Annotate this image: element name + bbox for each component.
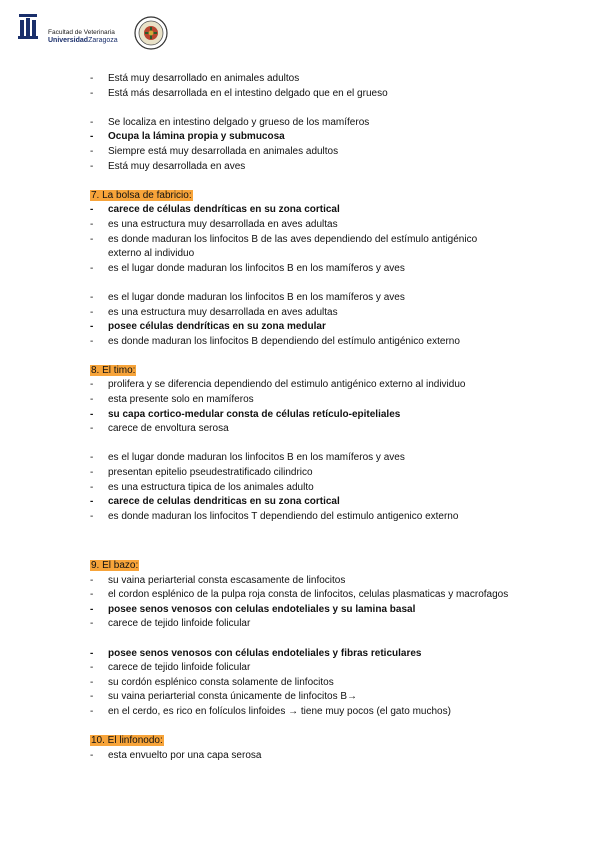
- question-heading-text: 8. El timo:: [91, 364, 136, 376]
- option-item: [90, 574, 510, 589]
- bullet-dash: -: [90, 131, 94, 143]
- option-text: prolifera y se diferencia dependiendo del estimulo antigénico externo al individuo: [108, 379, 466, 391]
- option-item: [90, 676, 510, 691]
- option-item: [90, 393, 510, 408]
- option-text: carece de tejido linfoide folicular: [108, 618, 251, 630]
- bullet-dash: -: [90, 204, 94, 216]
- question-heading-text: 9. El bazo:: [91, 560, 139, 571]
- spacer: [90, 524, 510, 544]
- bullet-dash: -: [90, 233, 94, 245]
- document-body: [90, 72, 510, 763]
- bullet-dash: -: [90, 87, 94, 99]
- option-item: [90, 145, 510, 160]
- question-heading: [90, 734, 510, 749]
- bullet-dash: -: [90, 73, 94, 84]
- bullet-dash: -: [90, 467, 94, 479]
- bullet-dash: -: [90, 749, 94, 761]
- bullet-dash: -: [90, 589, 94, 601]
- option-item: [90, 291, 510, 306]
- spacer: [90, 276, 510, 291]
- option-item: [90, 262, 510, 277]
- option-item: [90, 749, 510, 764]
- document-header: [16, 14, 216, 54]
- bullet-dash: -: [90, 145, 94, 157]
- university-logo-icon: [16, 14, 40, 50]
- bullet-dash: -: [90, 452, 94, 464]
- bullet-dash: -: [90, 691, 94, 703]
- option-text: el cordon esplénico de la pulpa roja consta de linfocitos, celulas plasmaticas y macrofagos: [108, 589, 509, 601]
- option-item: [90, 647, 510, 662]
- option-text: es una estructura muy desarrollada en aves adultas: [108, 218, 338, 230]
- option-item: [90, 233, 510, 262]
- option-item: [90, 320, 510, 335]
- option-text: carece de celulas dendriticas en su zona cortical: [108, 496, 340, 508]
- bullet-dash: -: [90, 510, 94, 522]
- option-text: Está más desarrollada en el intestino delgado que en el grueso: [108, 87, 388, 99]
- option-text: esta envuelto por una capa serosa: [108, 749, 262, 761]
- option-text: es el lugar donde maduran los linfocitos B en los mamíferos y aves: [108, 291, 405, 303]
- option-item: [90, 130, 510, 145]
- option-text: es donde maduran los linfocitos T dependiendo del estimulo antigenico externo: [108, 510, 459, 522]
- option-text: es el lugar donde maduran los linfocitos B en los mamíferos y aves: [108, 452, 405, 464]
- option-text: es donde maduran los linfocitos B dependiendo del estímulo antigénico externo: [108, 335, 460, 347]
- option-item: [90, 661, 510, 676]
- option-text: es donde maduran los linfocitos B de las aves dependiendo del estímulo antigénico externo al individuo: [108, 233, 478, 260]
- option-item: [90, 218, 510, 233]
- option-text: es una estructura muy desarrollada en aves adultas: [108, 306, 338, 318]
- option-text: posee células dendríticas en su zona medular: [108, 321, 326, 333]
- bullet-dash: -: [90, 379, 94, 391]
- option-item: [90, 588, 510, 603]
- option-item: [90, 617, 510, 632]
- option-text: su vaina periarterial consta únicamente de linfocitos B→: [108, 691, 358, 703]
- spacer: [90, 632, 510, 647]
- option-item: [90, 116, 510, 131]
- bullet-dash: -: [90, 218, 94, 230]
- bullet-dash: -: [90, 662, 94, 674]
- bullet-dash: -: [90, 705, 94, 717]
- bullet-dash: -: [90, 394, 94, 406]
- spacer: [90, 544, 510, 559]
- spacer: [90, 437, 510, 452]
- faculty-name: Facultad de Veterinaria UniversidadZaragoza: [48, 29, 118, 44]
- option-item: [90, 160, 510, 175]
- bullet-dash: -: [90, 481, 94, 493]
- bullet-dash: -: [90, 291, 94, 303]
- option-item: [90, 306, 510, 321]
- spacer: [90, 174, 510, 189]
- bullet-dash: -: [90, 160, 94, 172]
- option-text: Siempre está muy desarrollada en animales adultos: [108, 145, 339, 157]
- option-item: [90, 466, 510, 481]
- option-text: carece de envoltura serosa: [108, 423, 229, 435]
- bullet-dash: -: [90, 408, 94, 420]
- bullet-dash: -: [90, 116, 94, 128]
- option-item: [90, 451, 510, 466]
- bullet-dash: -: [90, 262, 94, 274]
- option-item: [90, 72, 510, 87]
- option-item: [90, 408, 510, 423]
- option-item: [90, 603, 510, 618]
- option-text: Está muy desarrollado en animales adultos: [108, 73, 300, 84]
- option-text: Está muy desarrollada en aves: [108, 160, 246, 172]
- question-heading-text: 7. La bolsa de fabricio:: [91, 189, 192, 201]
- option-text: es una estructura tipica de los animales adulto: [108, 481, 314, 493]
- bullet-dash: -: [90, 321, 94, 333]
- option-text: su capa cortico-medular consta de células retículo-epiteliales: [108, 408, 401, 420]
- option-item: [90, 378, 510, 393]
- faculty-seal-icon: [134, 16, 168, 50]
- option-item: [90, 203, 510, 218]
- option-text: esta presente solo en mamíferos: [108, 394, 254, 406]
- option-text: carece de tejido linfoide folicular: [108, 662, 251, 674]
- bullet-dash: -: [90, 423, 94, 435]
- option-item: [90, 705, 510, 720]
- option-item: [90, 510, 510, 525]
- option-item: [90, 690, 510, 705]
- option-text: carece de células dendríticas en su zona cortical: [108, 204, 340, 216]
- question-heading: [90, 364, 510, 379]
- option-text: Ocupa la lámina propia y submucosa: [108, 131, 285, 143]
- spacer: [90, 101, 510, 116]
- spacer: [90, 720, 510, 735]
- bullet-dash: -: [90, 306, 94, 318]
- option-text: posee senos venosos con células endoteliales y fibras reticulares: [108, 647, 422, 659]
- option-item: [90, 422, 510, 437]
- option-text: su vaina periarterial consta escasamente de linfocitos: [108, 574, 346, 586]
- spacer: [90, 349, 510, 364]
- bullet-dash: -: [90, 647, 94, 659]
- option-item: [90, 481, 510, 496]
- option-item: [90, 335, 510, 350]
- option-text: es el lugar donde maduran los linfocitos B en los mamíferos y aves: [108, 262, 405, 274]
- bullet-dash: -: [90, 603, 94, 615]
- bullet-dash: -: [90, 618, 94, 630]
- option-item: [90, 87, 510, 102]
- bullet-dash: -: [90, 496, 94, 508]
- option-text: presentan epitelio pseudestratificado cilindrico: [108, 467, 313, 479]
- option-text: su cordón esplénico consta solamente de linfocitos: [108, 676, 334, 688]
- bullet-dash: -: [90, 335, 94, 347]
- bullet-dash: -: [90, 676, 94, 688]
- option-item: [90, 495, 510, 510]
- question-heading: [90, 189, 510, 204]
- option-text: en el cerdo, es rico en folículos linfoides → tiene muy pocos (el gato muchos): [108, 705, 451, 717]
- bullet-dash: -: [90, 574, 94, 586]
- question-heading-text: 10. El linfonodo:: [91, 735, 163, 747]
- option-text: Se localiza en intestino delgado y grueso de los mamíferos: [108, 116, 370, 128]
- option-text: posee senos venosos con celulas endoteliales y su lamina basal: [108, 603, 416, 615]
- question-heading: [90, 559, 510, 574]
